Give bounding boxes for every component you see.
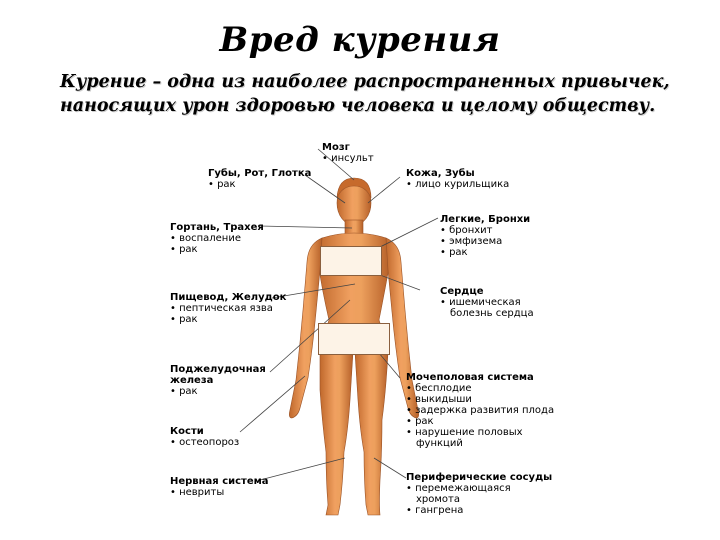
label-larynx-title: Гортань, Трахея [170, 222, 264, 233]
label-bones-title: Кости [170, 426, 204, 437]
label-skin [406, 168, 509, 190]
label-bones-item: • остеопороз [170, 437, 239, 448]
label-esophagus-item: • пептическая язва [170, 303, 286, 314]
label-urogenital-title: Мочеполовая система [406, 372, 534, 383]
label-lungs-item: • бронхит [440, 225, 530, 236]
label-vessels-title: Периферические сосуды [406, 472, 553, 483]
label-brain-item: • инсульт [322, 153, 374, 164]
label-vessels-item: • перемежающаяся [406, 483, 552, 494]
label-vessels-item: • гангрена [406, 505, 552, 516]
label-urogenital-item-cont: функций [416, 438, 463, 449]
label-mouth-title: Губы, Рот, Глотка [208, 168, 312, 179]
label-pancreas-title-1: Поджелудочная [170, 364, 266, 375]
label-lungs-title: Легкие, Бронхи [440, 214, 531, 225]
label-urogenital-item: • нарушение половых [406, 427, 554, 438]
label-larynx-item: • воспаление [170, 233, 264, 244]
label-urogenital-item: • бесплодие [406, 383, 554, 394]
label-vessels-item-cont: хромота [416, 494, 460, 505]
label-bones [170, 426, 239, 448]
slide-subtitle: Курение – одна из наиболее распространенных привычек, наносящих урон здоровью человека и целому обществу. [60, 72, 670, 116]
label-pancreas-title-2: железа [170, 375, 214, 386]
label-urogenital-item: • выкидыши [406, 394, 554, 405]
label-heart-title: Сердце [440, 286, 484, 297]
label-lungs-item: • эмфизема [440, 236, 530, 247]
label-skin-item: • лицо курильщика [406, 179, 509, 190]
label-mouth-item: • рак [208, 179, 311, 190]
label-pancreas-item: • рак [170, 386, 266, 397]
pelvis-cover [318, 323, 390, 355]
label-brain [322, 142, 374, 164]
label-esophagus-title: Пищевод, Желудок [170, 292, 287, 303]
slide-title: Вред курения [219, 20, 501, 60]
chest-cover [320, 246, 382, 276]
label-urogenital-item: • задержка развития плода [406, 405, 554, 416]
label-nervous [170, 476, 269, 498]
label-lungs-item: • рак [440, 247, 530, 258]
label-heart-item: • ишемическая [440, 297, 534, 308]
label-larynx-item: • рак [170, 244, 264, 255]
label-brain-title: Мозг [322, 142, 350, 153]
label-pancreas [170, 364, 266, 397]
label-urogenital [406, 372, 554, 449]
label-skin-title: Кожа, Зубы [406, 168, 475, 179]
label-heart-item-cont: болезнь сердца [450, 308, 534, 319]
label-heart [440, 286, 534, 319]
label-mouth [208, 168, 311, 190]
label-urogenital-item: • рак [406, 416, 554, 427]
label-esophagus-item: • рак [170, 314, 286, 325]
label-larynx [170, 222, 264, 255]
label-nervous-title: Нервная система [170, 476, 269, 487]
label-esophagus [170, 292, 286, 325]
label-lungs [440, 214, 530, 258]
label-nervous-item: • невриты [170, 487, 269, 498]
label-vessels [406, 472, 552, 516]
